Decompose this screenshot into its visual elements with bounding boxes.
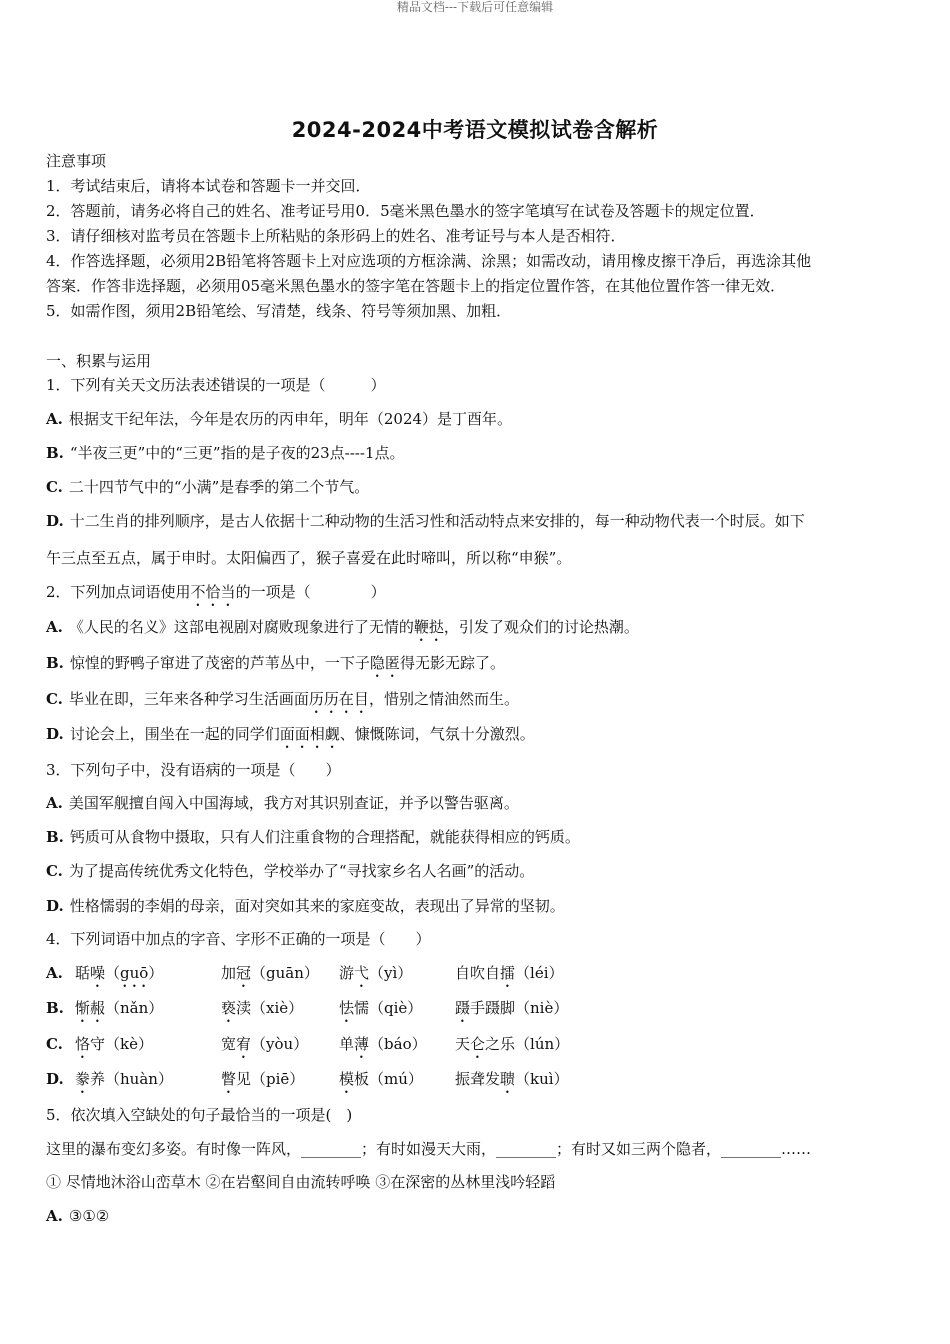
q4-word: 加冠（guān）: [221, 964, 319, 982]
q4-word: 模板（mú）: [339, 1070, 423, 1088]
q2-option-c: C. 毕业在即，三年来各种学习生活画面历历在目，惜别之情油然而生。: [46, 690, 519, 708]
notice-heading: 注意事项: [46, 152, 107, 170]
q1-option-d: D. 十二生肖的排列顺序，是古人依据十二种动物的生活习性和活动特点来安排的，每一种动物代表一个时辰。如下: [46, 512, 805, 530]
header-note: 精品文档---下载后可任意编辑: [396, 0, 554, 14]
notice-item: 3．请仔细核对监考员在答题卡上所粘贴的条形码上的姓名、准考证号与本人是否相符．: [46, 227, 626, 245]
q4-word: 聒噪（guō）: [75, 964, 164, 982]
q2-option-d: D. 讨论会上，围坐在一起的同学们面面相觑、慷慨陈词，气氛十分激烈。: [46, 725, 535, 743]
q4-option-row: [46, 1069, 569, 1089]
q3-option-c: C. 为了提高传统优秀文化特色，学校举办了“寻找家乡名人名画”的活动。: [46, 862, 535, 880]
q5-choices: ① 尽情地沐浴山峦草木 ②在岩壑间自由流转呼唤 ③在深密的丛林里浅吟轻蹈: [46, 1173, 556, 1191]
q5-passage: 这里的瀑布变幻多姿。有时像一阵风，________；有时如漫天大雨，________；有时又如三两个隐者，________……: [46, 1140, 812, 1158]
notice-item: 5．如需作图，须用2B铅笔绘、写清楚，线条、符号等须加黑、加粗．: [46, 302, 512, 320]
q4-word: 宽宥（yòu）: [221, 1035, 309, 1053]
q4-word: 豢养（huàn）: [75, 1070, 173, 1088]
notice-item: 答案．作答非选择题，必须用05毫米黑色墨水的签字笔在答题卡上的指定位置作答，在其他位置作答一律无效．: [46, 277, 786, 295]
q4-word: 单薄（báo）: [339, 1035, 427, 1053]
q4-word: 自吹自擂（léi）: [455, 964, 564, 982]
option-label: B.: [46, 999, 64, 1017]
notice-item: 1．考试结束后，请将本试卷和答题卡一并交回．: [46, 177, 371, 195]
q4-word: 振聋发聩（kuì）: [455, 1070, 569, 1088]
q2-option-a: A. 《人民的名义》这部电视剧对腐败现象进行了无情的鞭挞，引发了观众们的讨论热潮。: [46, 618, 639, 636]
q3-option-b: B. 钙质可从食物中摄取，只有人们注重食物的合理搭配，就能获得相应的钙质。: [46, 828, 580, 846]
option-label: A.: [46, 964, 63, 982]
q4-word: 亵渎（xiè）: [221, 999, 304, 1017]
notice-item: 2．答题前，请务必将自己的姓名、准考证号用0．5毫米黑色墨水的签字笔填写在试卷及答题卡的规定位置．: [46, 202, 765, 220]
q1-option-a: A. 根据支干纪年法，今年是农历的丙申年，明年（2024）是丁酉年。: [46, 410, 513, 428]
q4-option-row: [46, 998, 569, 1018]
q4-word: 蹑手蹑脚（niè）: [455, 999, 569, 1017]
q3-option-a: A. 美国军舰擅自闯入中国海域，我方对其识别查证，并予以警告驱离。: [46, 794, 519, 812]
option-label: D.: [46, 1070, 64, 1088]
q1-stem: 1．下列有关天文历法表述错误的一项是（ ）: [46, 376, 386, 394]
q4-option-row: [46, 963, 564, 983]
option-label: C.: [46, 1035, 63, 1053]
q2-option-b: B. 惊惶的野鸭子窜进了茂密的芦苇丛中，一下子隐匿得无影无踪了。: [46, 654, 505, 672]
q4-word: 恪守（kè）: [75, 1035, 153, 1053]
q2-stem: 2．下列加点词语使用不恰当的一项是（ ）: [46, 583, 386, 601]
q4-word: 游弋（yì）: [339, 964, 413, 982]
q1-option-b: B. “半夜三更”中的“三更”指的是子夜的23点----1点。: [46, 444, 405, 462]
q3-option-d: D. 性格懦弱的李娟的母亲，面对突如其来的家庭变故，表现出了异常的坚韧。: [46, 897, 565, 915]
q4-option-row: [46, 1034, 570, 1054]
q5-stem: 5．依次填入空缺处的句子最恰当的一项是( ): [46, 1106, 353, 1124]
q1-option-c: C. 二十四节气中的“小满”是春季的第二个节气。: [46, 478, 370, 496]
notice-item: 4．作答选择题，必须用2B铅笔将答题卡上对应选项的方框涂满、涂黑；如需改动，请用橡皮擦干净后，再选涂其他: [46, 252, 812, 270]
q5-option-a: A. ③①②: [46, 1207, 110, 1225]
page-title: 2024-2024中考语文模拟试卷含解析: [291, 118, 659, 142]
q4-word: 瞥见（piē）: [221, 1070, 305, 1088]
section-heading: 一、积累与运用: [46, 352, 152, 370]
q4-word: 惭赧（nǎn）: [75, 999, 164, 1017]
q1-option-d-cont: 午三点至五点，属于申时。太阳偏西了，猴子喜爱在此时啼叫，所以称“申猴”。: [46, 549, 572, 567]
q4-word: 怯懦（qiè）: [339, 999, 423, 1017]
q4-word: 天仑之乐（lún）: [455, 1035, 570, 1053]
q4-stem: 4．下列词语中加点的字音、字形不正确的一项是（ ）: [46, 930, 431, 948]
q3-stem: 3．下列句子中，没有语病的一项是（ ）: [46, 761, 341, 779]
